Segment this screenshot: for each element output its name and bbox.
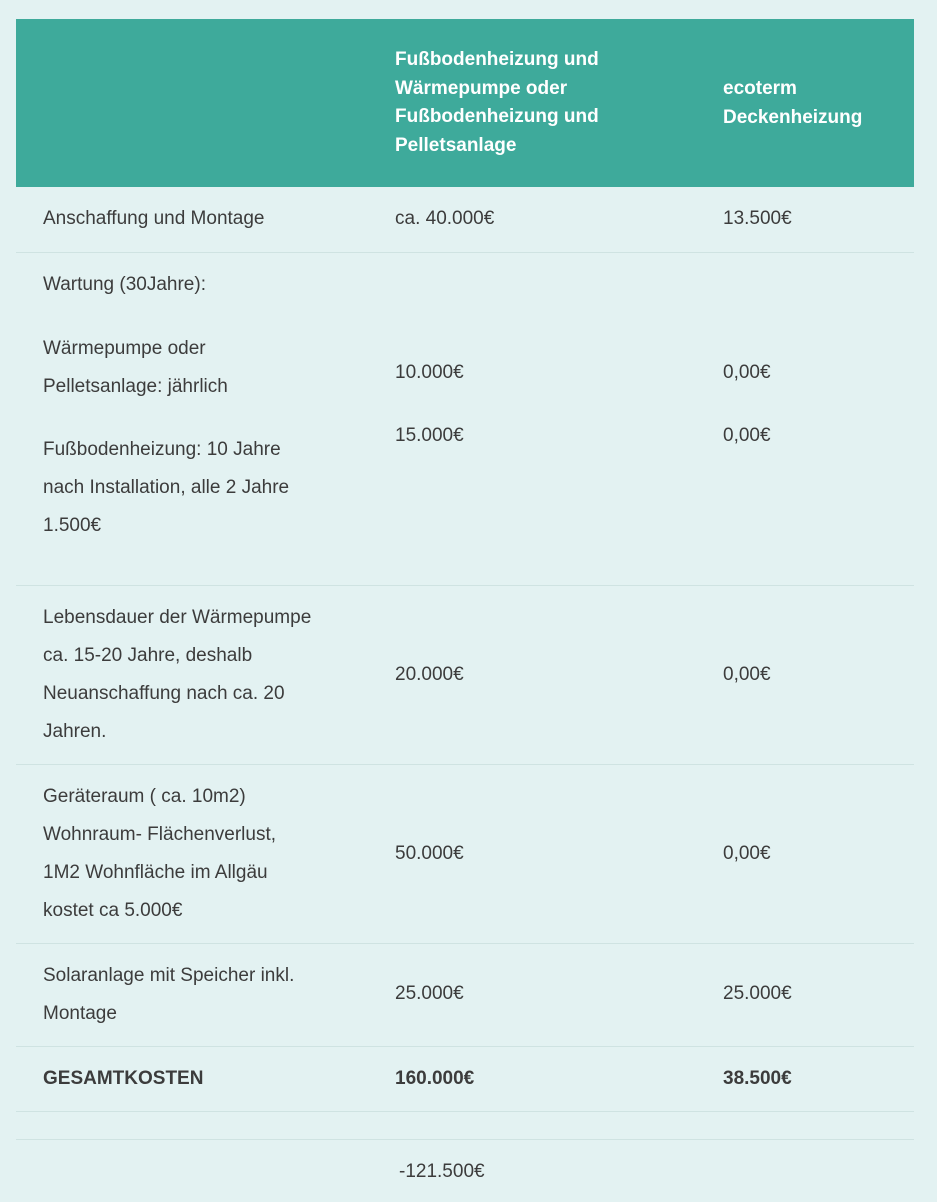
row-value-col2: 25.000€ — [395, 983, 464, 1004]
row-value-col3: 13.500€ — [723, 208, 792, 229]
row-value-col3-a: 0,00€ — [723, 362, 771, 383]
maintenance-sub-floor-heating: Fußbodenheizung: 10 Jahre nach Installation, alle 2 Jahre 1.500€ — [43, 439, 290, 536]
row-value-col2: 20.000€ — [395, 664, 464, 685]
row-label: Lebensdauer der Wärmepumpe ca. 15-20 Jahre, deshalb Neuanschaffung nach ca. 20 Jahren. — [43, 607, 312, 742]
row-heatpump-lifetime — [16, 586, 914, 765]
difference-value: -121.500€ — [399, 1161, 485, 1182]
header-floor-heating-heatpump: Fußbodenheizung und Wärmepumpe oder Fußbodenheizung und Pelletsanlage — [395, 49, 599, 156]
row-label: Anschaffung und Montage — [43, 208, 265, 229]
row-maintenance — [16, 253, 914, 586]
row-value-col2: 50.000€ — [395, 843, 464, 864]
row-label: Geräteraum ( ca. 10m2) Wohnraum- Flächenverlust, 1M2 Wohnfläche im Allgäu kostet ca 5.000€ — [43, 786, 277, 921]
row-total-costs — [16, 1047, 914, 1112]
row-value-col3: 0,00€ — [723, 664, 771, 685]
total-value-col3: 38.500€ — [723, 1068, 792, 1089]
row-solar-system — [16, 944, 914, 1047]
row-difference — [16, 1140, 914, 1202]
maintenance-sub-heatpump: Wärmepumpe oder Pelletsanlage: jährlich — [43, 338, 228, 397]
row-purchase-installation — [16, 187, 914, 253]
row-value-col2: ca. 40.000€ — [395, 208, 495, 229]
row-value-col3: 25.000€ — [723, 983, 792, 1004]
row-label: Solaranlage mit Speicher inkl. Montage — [43, 965, 295, 1024]
row-value-col3-b: 0,00€ — [723, 425, 771, 446]
row-value-col3: 0,00€ — [723, 843, 771, 864]
total-value-col2: 160.000€ — [395, 1068, 475, 1089]
row-label: Wartung (30Jahre): — [43, 274, 206, 295]
cost-comparison-table — [16, 19, 914, 1202]
row-empty — [16, 1112, 914, 1140]
header-ecoterm-ceiling-heating: ecoterm Deckenheizung — [723, 78, 863, 128]
total-label: GESAMTKOSTEN — [43, 1068, 204, 1089]
table-header — [16, 19, 914, 187]
row-value-col2-a: 10.000€ — [395, 362, 464, 383]
row-value-col2-b: 15.000€ — [395, 425, 464, 446]
row-equipment-room — [16, 765, 914, 944]
